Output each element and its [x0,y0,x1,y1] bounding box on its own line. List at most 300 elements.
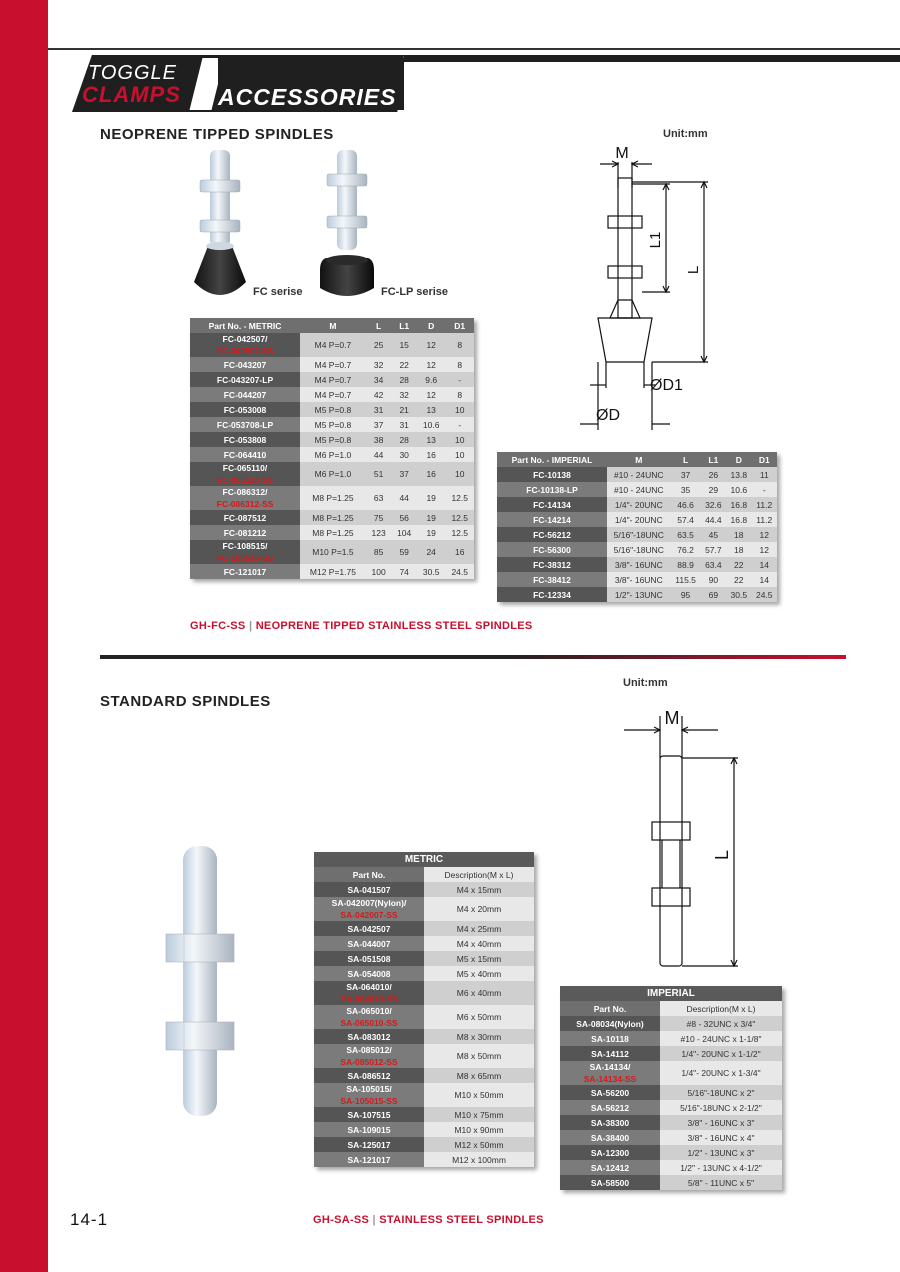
part-number: SA-56200 [590,1087,630,1098]
footnote-code: GH-SA-SS [313,1214,370,1226]
table-row [314,882,534,897]
part-number-cell [314,1152,424,1167]
part-number: FC-56212 [533,529,571,540]
dim-label-d: ØD [596,407,620,424]
part-number-cell [560,1046,660,1061]
part-number: SA-064010/ [346,982,392,992]
table-row [560,1061,782,1085]
dim-label-d1: ØD1 [650,377,683,394]
part-number: SA-14134/ [589,1062,631,1072]
cell-l1: 28 [391,432,417,447]
part-number: SA-086512 [347,1070,391,1081]
col-header: D1 [752,452,777,467]
table-row [497,542,777,557]
part-number-cell [314,1137,424,1152]
part-number: FC-043207 [223,359,267,370]
part-number: FC-081212 [223,527,267,538]
table-row [314,897,534,921]
table-row [497,467,777,482]
cell-l: 38 [366,432,392,447]
cell-l1: 22 [391,357,417,372]
cell-l: 123 [366,525,392,540]
col-header: M [607,452,671,467]
footnote-code: GH-FC-SS [190,620,246,632]
cell-desc: 1/2" - 13UNC x 3" [660,1145,782,1160]
table-row [190,447,474,462]
part-number: SA-041507 [347,884,391,895]
section-divider [100,655,846,659]
header-band-tail [404,55,900,62]
table-row [314,1005,534,1029]
cell-d: 13 [417,432,446,447]
cell-desc: M10 x 90mm [424,1122,534,1137]
cell-desc: 3/8" - 16UNC x 3" [660,1115,782,1130]
part-number: FC-086312/ [222,487,268,497]
cell-d: 24 [417,540,446,564]
part-number: SA-042507 [347,923,391,934]
cell-desc: M8 x 65mm [424,1068,534,1083]
cell-d: 19 [417,525,446,540]
cell-d1: 11 [752,467,777,482]
part-number-cell [190,372,300,387]
part-number-stainless: FC-108515-SS [216,553,274,563]
table-row [190,387,474,402]
table-row [314,1029,534,1044]
cell-m: M5 P=0.8 [300,432,366,447]
part-number-cell [190,540,300,564]
part-number: FC-38412 [533,574,571,585]
part-number: SA-065010/ [346,1006,392,1016]
table-row [190,372,474,387]
part-number-cell [190,462,300,486]
cell-d1: 11.2 [752,512,777,527]
cell-d1: 12.5 [445,525,474,540]
col-header: D [726,452,751,467]
part-number-cell [560,1085,660,1100]
footnote-text: STAINLESS STEEL SPINDLES [379,1214,544,1226]
cell-m: M5 P=0.8 [300,417,366,432]
part-number-cell [314,1083,424,1107]
table-row [560,1085,782,1100]
col-header: Description(M x L) [424,867,534,882]
cell-d1: 24.5 [445,564,474,579]
cell-l: 37 [671,467,701,482]
brand-toggle: TOGGLE [88,62,177,84]
cell-l: 88.9 [671,557,701,572]
cell-d: 12 [417,357,446,372]
table-row [190,432,474,447]
col-header: L [366,318,392,333]
fc-imperial-table [497,452,777,602]
part-number-cell [190,525,300,540]
cell-d1: 10 [445,402,474,417]
cell-desc: 5/8" - 11UNC x 5" [660,1175,782,1190]
table-row [190,402,474,417]
cell-l1: 59 [391,540,417,564]
table-row [497,497,777,512]
header-rule [48,48,900,50]
fc-spindle-image [186,148,256,304]
cell-l: 95 [671,587,701,602]
part-number: FC-38312 [533,559,571,570]
cell-l1: 90 [701,572,726,587]
sa-metric-table [314,852,534,1167]
cell-desc: M4 x 15mm [424,882,534,897]
cell-l1: 56 [391,510,417,525]
part-number-cell [497,587,607,602]
cell-l: 44 [366,447,392,462]
part-number: SA-125017 [347,1139,391,1150]
cell-d: 22 [726,572,751,587]
part-number-stainless: SA-065010-SS [340,1018,398,1028]
part-number-stainless: SA-042007-SS [340,910,398,920]
part-number-cell [190,486,300,510]
part-number-cell [314,1029,424,1044]
footnote-sep: | [248,620,253,632]
part-number-cell [190,402,300,417]
cell-desc: M5 x 40mm [424,966,534,981]
cell-l1: 45 [701,527,726,542]
cell-l: 100 [366,564,392,579]
page-number: 14-1 [70,1210,109,1229]
cell-l: 42 [366,387,392,402]
part-number: FC-053808 [223,434,267,445]
cell-desc: M10 x 50mm [424,1083,534,1107]
cell-d: 16.8 [726,497,751,512]
part-number-cell [190,447,300,462]
part-number-cell [560,1175,660,1190]
cell-d1: - [445,417,474,432]
col-header: L [671,452,701,467]
cell-d1: 10 [445,432,474,447]
cell-l: 32 [366,357,392,372]
part-number-cell [190,417,300,432]
cell-d: 30.5 [417,564,446,579]
table-row [190,333,474,357]
part-number: SA-051508 [347,953,391,964]
cell-m: M4 P=0.7 [300,333,366,357]
cell-l1: 30 [391,447,417,462]
part-number: SA-12412 [590,1162,630,1173]
part-number-cell [314,936,424,951]
part-number-cell [190,510,300,525]
cell-l1: 44 [391,486,417,510]
cell-desc: M8 x 30mm [424,1029,534,1044]
part-number: SA-14112 [591,1048,629,1059]
cell-l1: 15 [391,333,417,357]
cell-desc: 5/16"-18UNC x 2" [660,1085,782,1100]
dim-label-l1: L1 [647,231,664,249]
col-header: D1 [445,318,474,333]
part-number-stainless: SA-085012-SS [340,1057,398,1067]
cell-d: 19 [417,510,446,525]
cell-d1: 16 [445,540,474,564]
part-number-cell [497,482,607,497]
part-number: SA-56212 [590,1102,630,1113]
cell-l1: 57.7 [701,542,726,557]
table-row [314,1122,534,1137]
table-row [314,1083,534,1107]
cell-l1: 44.4 [701,512,726,527]
part-number: FC-108515/ [222,541,268,551]
table-row [190,525,474,540]
cell-d: 16.8 [726,512,751,527]
part-number: SA-109015 [347,1124,391,1135]
cell-d: 18 [726,542,751,557]
cell-m: #10 - 24UNC [607,482,671,497]
part-number: SA-58500 [590,1177,630,1188]
part-number-cell [314,966,424,981]
table-row [560,1031,782,1046]
neoprene-dimension-drawing [560,140,740,430]
caption-fc-lp: FC-LP serise [381,286,449,298]
cell-d: 19 [417,486,446,510]
part-number-cell [190,387,300,402]
cell-m: M12 P=1.75 [300,564,366,579]
part-number: FC-042507/ [222,334,268,344]
cell-desc: #10 - 24UNC x 1-1/8" [660,1031,782,1046]
part-number-stainless: FC-065110-SS [216,475,274,485]
col-header: Part No. - IMPERIAL [497,452,607,467]
part-number-stainless: SA-105015-SS [340,1096,398,1106]
table-row [314,921,534,936]
part-number-cell [560,1160,660,1175]
standard-dimension-drawing [620,700,750,970]
cell-l1: 32 [391,387,417,402]
standard-unit: Unit:mm [623,677,668,689]
table-row [190,357,474,372]
part-number-cell [190,357,300,372]
cell-m: 1/4"- 20UNC [607,512,671,527]
part-number: FC-10138 [533,469,571,480]
cell-l1: 28 [391,372,417,387]
part-number-cell [560,1145,660,1160]
cell-l: 63.5 [671,527,701,542]
part-number-cell [190,564,300,579]
cell-l1: 74 [391,564,417,579]
part-number-cell [497,527,607,542]
table-row [560,1145,782,1160]
col-header: Part No. [314,867,424,882]
table-row [314,1068,534,1083]
dim-label-l: L [685,265,702,275]
table-row [560,1046,782,1061]
fc-metric-table [190,318,474,579]
part-number-cell [314,1044,424,1068]
cell-d1: 12 [752,527,777,542]
table-row [190,540,474,564]
cell-l1: 32.6 [701,497,726,512]
cell-desc: 1/4"- 20UNC x 1-1/2" [660,1046,782,1061]
part-number-cell [497,557,607,572]
cell-m: M4 P=0.7 [300,372,366,387]
cell-m: #10 - 24UNC [607,467,671,482]
cell-m: 3/8"- 16UNC [607,557,671,572]
part-number-cell [314,981,424,1005]
table-row [560,1160,782,1175]
part-number-cell [560,1031,660,1046]
cell-l1: 63.4 [701,557,726,572]
part-number: SA-042007(Nylon)/ [331,898,407,908]
cell-desc: M10 x 75mm [424,1107,534,1122]
cell-m: M4 P=0.7 [300,387,366,402]
cell-m: M5 P=0.8 [300,402,366,417]
footnote-text: NEOPRENE TIPPED STAINLESS STEEL SPINDLES [255,620,533,632]
part-number-cell [314,1005,424,1029]
part-number: FC-053008 [223,404,267,415]
part-number: SA-38300 [590,1117,630,1128]
cell-l: 63 [366,486,392,510]
part-number-cell [314,1068,424,1083]
neoprene-footnote [190,620,533,632]
cell-desc: M6 x 50mm [424,1005,534,1029]
table-row [314,1152,534,1167]
fc-lp-spindle-image [312,148,382,304]
part-number: FC-044207 [223,389,267,400]
part-number-cell [560,1115,660,1130]
table-row [314,1107,534,1122]
cell-d1: 14 [752,557,777,572]
part-number: FC-14214 [533,514,571,525]
cell-l1: 29 [701,482,726,497]
part-number: FC-10138-LP [526,484,578,495]
cell-d: 16 [417,462,446,486]
table-row [190,462,474,486]
part-number-cell [560,1061,660,1085]
cell-l: 85 [366,540,392,564]
col-header: Description(M x L) [660,1001,782,1016]
table-row [560,1100,782,1115]
footnote-sep: | [372,1214,376,1226]
cell-desc: M5 x 15mm [424,951,534,966]
cell-d: 18 [726,527,751,542]
cell-d1: 12.5 [445,510,474,525]
part-number: SA-12300 [590,1147,630,1158]
part-number-cell [497,497,607,512]
cell-d: 12 [417,333,446,357]
cell-m: M6 P=1.0 [300,462,366,486]
part-number-stainless: FC-086312-SS [216,499,274,509]
cell-l: 76.2 [671,542,701,557]
table-row [560,1175,782,1190]
cell-l: 25 [366,333,392,357]
cell-m: M8 P=1.25 [300,486,366,510]
part-number-cell [190,333,300,357]
table-row [314,966,534,981]
col-header: L1 [701,452,726,467]
cell-desc: M12 x 50mm [424,1137,534,1152]
cell-l: 31 [366,402,392,417]
cell-m: 5/16"-18UNC [607,542,671,557]
table-row [497,527,777,542]
cell-desc: M12 x 100mm [424,1152,534,1167]
cell-d1: 24.5 [752,587,777,602]
neoprene-unit: Unit:mm [663,128,708,140]
cell-d1: 10 [445,462,474,486]
cell-desc: 5/16"-18UNC x 2-1/2" [660,1100,782,1115]
table-row [190,486,474,510]
cell-desc: 1/2" - 13UNC x 4-1/2" [660,1160,782,1175]
cell-d: 22 [726,557,751,572]
cell-d1: 11.2 [752,497,777,512]
cell-m: M8 P=1.25 [300,510,366,525]
part-number: SA-105015/ [346,1084,392,1094]
table-title: IMPERIAL [560,986,782,1001]
cell-desc: M6 x 40mm [424,981,534,1005]
part-number: SA-107515 [347,1109,391,1120]
cell-l: 34 [366,372,392,387]
col-header: L1 [391,318,417,333]
part-number: FC-053708-LP [216,419,274,430]
cell-m: M10 P=1.5 [300,540,366,564]
part-number: SA-044007 [347,938,391,949]
cell-d1: - [752,482,777,497]
cell-m: 5/16"-18UNC [607,527,671,542]
cell-d: 12 [417,387,446,402]
table-row [190,510,474,525]
part-number-cell [314,951,424,966]
part-number-stainless: SA-064010-SS [340,994,398,1004]
sa-imperial-table [560,986,782,1190]
table-row [314,936,534,951]
cell-d: 13.8 [726,467,751,482]
cell-l1: 31 [391,417,417,432]
cell-m: M6 P=1.0 [300,447,366,462]
part-number-cell [314,921,424,936]
table-row [497,557,777,572]
part-number-cell [190,432,300,447]
cell-m: 3/8"- 16UNC [607,572,671,587]
part-number-cell [497,512,607,527]
part-number-stainless: FC-042507-SS [216,346,274,356]
cell-l1: 69 [701,587,726,602]
col-header: M [300,318,366,333]
cell-l: 46.6 [671,497,701,512]
part-number: FC-12334 [533,589,571,600]
cell-d: 9.6 [417,372,446,387]
cell-desc: #8 - 32UNC x 3/4" [660,1016,782,1031]
part-number: FC-065110/ [222,463,268,473]
col-header: Part No. [560,1001,660,1016]
standard-footnote [313,1214,544,1226]
table-row [314,1137,534,1152]
section-accessories: ACCESSORIES [218,84,397,110]
part-number-cell [560,1016,660,1031]
standard-spindle-image [160,840,240,1130]
table-row [497,482,777,497]
std-dim-label-l: L [712,849,732,861]
part-number: SA-08034(Nylon) [576,1018,644,1029]
part-number-cell [560,1130,660,1145]
part-number: FC-56300 [533,544,571,555]
cell-l: 35 [671,482,701,497]
part-number: SA-121017 [347,1154,391,1165]
cell-d1: 12.5 [445,486,474,510]
part-number-stainless: SA-14134-SS [583,1074,637,1084]
part-number: FC-121017 [223,566,267,577]
table-row [497,587,777,602]
part-number-cell [497,542,607,557]
table-row [190,564,474,579]
cell-m: 1/4"- 20UNC [607,497,671,512]
part-number-cell [314,1107,424,1122]
part-number-cell [560,1100,660,1115]
col-header: Part No. - METRIC [190,318,300,333]
part-number-cell [497,572,607,587]
table-row [190,417,474,432]
table-row [314,981,534,1005]
cell-d1: 8 [445,333,474,357]
